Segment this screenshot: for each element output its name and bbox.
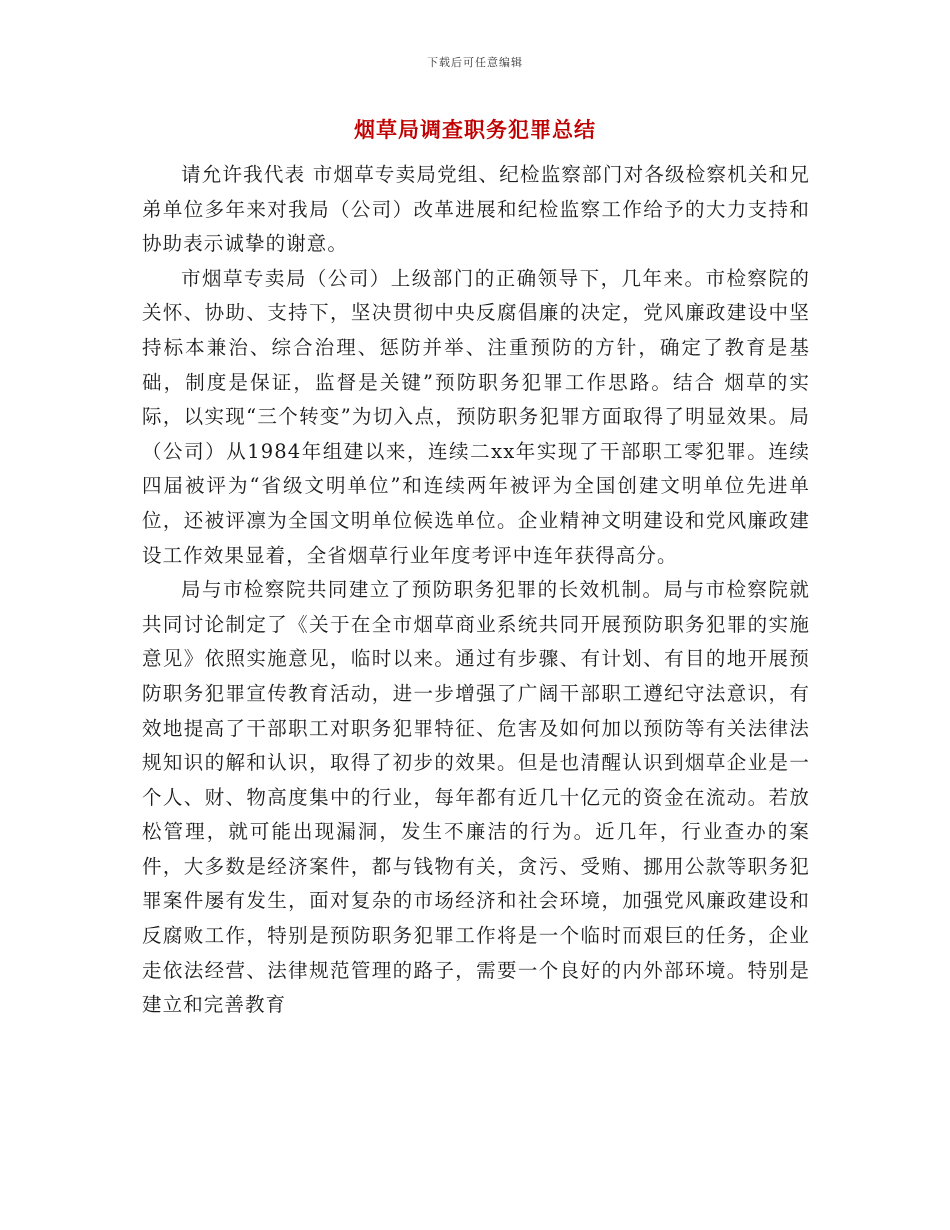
paragraph-3: 局与市检察院共同建立了预防职务犯罪的长效机制。局与市检察院就共同讨论制定了《关于在全市烟草商业系统共同开展预防职务犯罪的实施意见》依照实施意见，临时以来。通过有步骤、有计划、有目的地开展预防职务犯罪宣传教育活动，进一步增强了广阔干部职工遵纪守法意识，有效地提高了干部职工对职务犯罪特征、危害及如何加以预防等有关法律法规知识的解和认识，取得了初步的效果。但是也清醒认识到烟草企业是一个人、财、物高度集中的行业，每年都有近几十亿元的资金在流动。若放松管理，就可能出现漏洞，发生不廉洁的行为。近几年，行业查办的案件，大多数是经济案件，都与钱物有关，贪污、受贿、挪用公款等职务犯罪案件屡有发生，面对复杂的市场经济和社会环境，加强党风廉政建设和反腐败工作，特别是预防职务犯罪工作将是一个临时而艰巨的任务，企业走依法经营、法律规范管理的路子，需要一个良好的内外部环境。特别是建立和完善教育 xyxy=(142,578,810,1017)
document-body xyxy=(142,158,810,1023)
paragraph-1: 请允许我代表 市烟草专卖局党组、纪检监察部门对各级检察机关和兄弟单位多年来对我局（公司）改革进展和纪检监察工作给予的大力支持和协助表示诚挚的谢意。 xyxy=(142,163,810,256)
header-note: 下载后可任意编辑 xyxy=(427,56,523,69)
document-title: 烟草局调查职务犯罪总结 xyxy=(354,117,596,142)
paragraph-2: 市烟草专卖局（公司）上级部门的正确领导下，几年来。市检察院的关怀、协助、支持下，坚决贯彻中央反腐倡廉的决定，党风廉政建设中坚持标本兼治、综合治理、惩防并举、注重预防的方针，确定了教育是基础，制度是保证，监督是关键”预防职务犯罪工作思路。结合 烟草的实际，以实现“三个转变”为切入点，预防职务犯罪方面取得了明显效果。局（公司）从1984年组建以来，连续二xx年实现了干部职工零犯罪。连续四届被评为“省级文明单位”和连续两年被评为全国创建文明单位先进单位，还被评凛为全国文明单位候选单位。企业精神文明建设和党风廉政建设工作效果显着，全省烟草行业年度考评中连年获得高分。 xyxy=(142,266,810,567)
